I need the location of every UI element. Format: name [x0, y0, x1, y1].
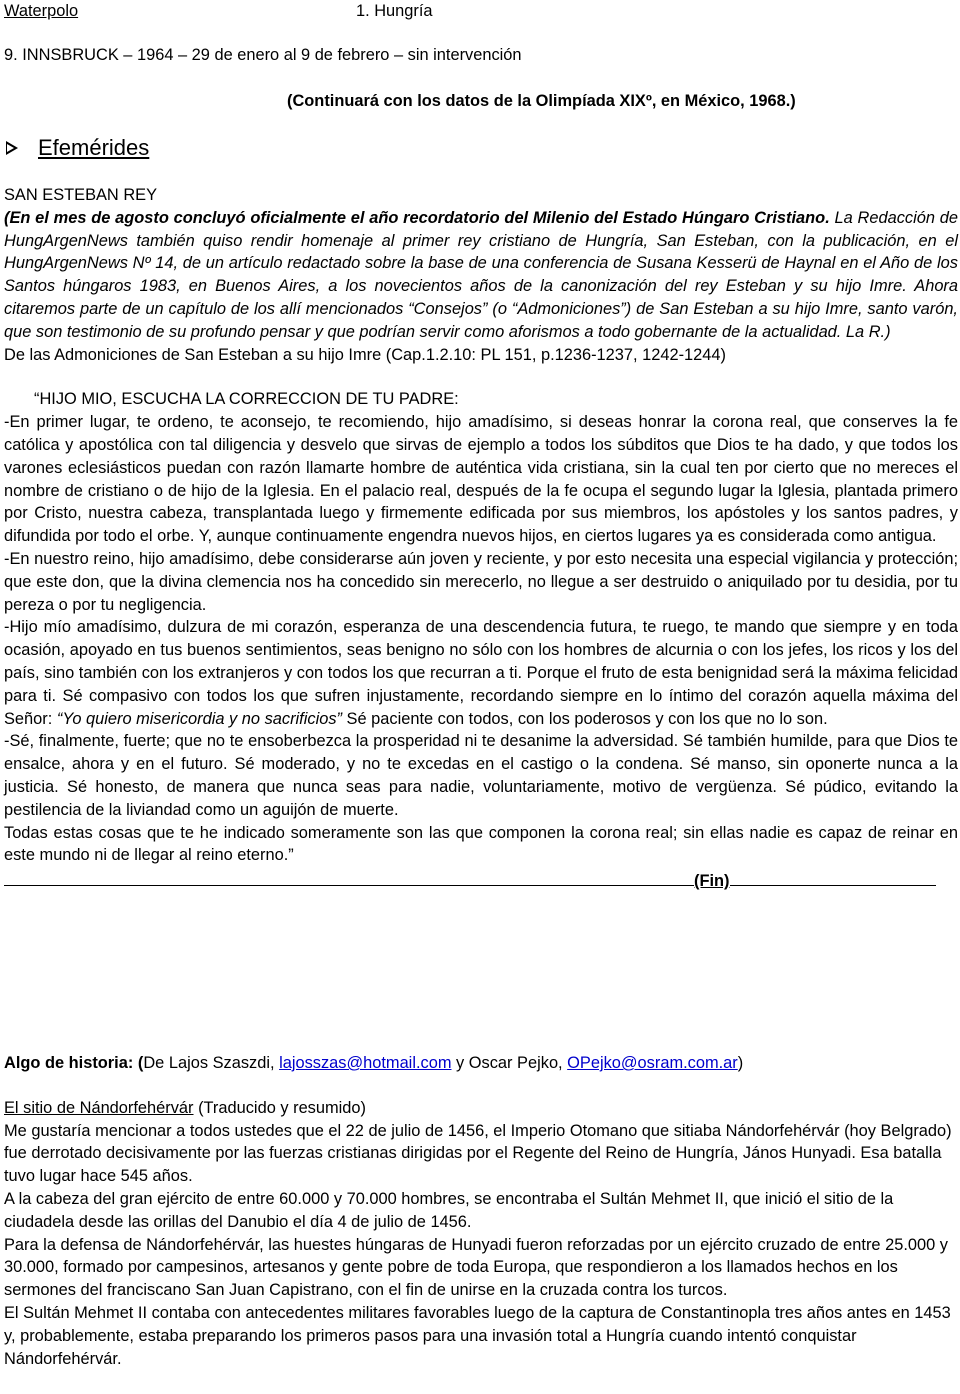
continue-note: (Continuará con los datos de la Olimpíada XIXº, en México, 1968.): [287, 92, 796, 110]
header-left: Waterpolo: [4, 2, 79, 20]
efemerides-section: [4, 184, 958, 893]
subtitle-rest: (Traducido y resumido): [193, 1098, 366, 1117]
historia-paragraph-4: El Sultán Mehmet II contaba con antecedentes militares favorables luego de la captura de Constantinopla tres años antes en 1453 y, probablemente, estaba preparando los primeros pasos para una invasión total a Hungría cuando intentó conquistar Nándorfehérvár.: [4, 1303, 951, 1368]
divider-right: [730, 867, 936, 886]
quote-paragraph-3-italic: “Yo quiero misericordia y no sacrificios”: [56, 709, 342, 728]
header-right: 1. Hungría: [356, 2, 433, 20]
historia-section: [4, 1052, 958, 1370]
email-link-pejko[interactable]: OPejko@osram.com.ar: [567, 1054, 738, 1072]
quote-paragraph-1: -En primer lugar, te ordeno, te aconsejo, te recomiendo, hijo amadísimo, si deseas honrar la corona real, que conserves la fe católica y apostólica con tal diligencia y desvelo que sirvas de ejemplo a todos los súbditos que Dios te ha dado, y que todos los varones eclesiásticos puedan con razón llamarte hombre de auténtica vida cristiana, sin la cual ten por cierto que no mereces el nombre de cristiano o de hijo de la Iglesia. En el palacio real, después de la fe ocupa el segundo lugar la Iglesia, plantada primero por Cristo, nuestra cabeza, transplantada luego y firmemente edificada por sus miembros, los apóstoles y los santos padres, y difundida por todo el orbe. Y, aunque continuamente engendra nuevos hijos, en ciertos lugares ya es considerada como antigua.: [4, 413, 958, 546]
credit-text-a: De Lajos Szaszdi,: [143, 1054, 280, 1072]
historia-credit: [4, 1052, 958, 1075]
historia-subtitle: [4, 1097, 958, 1120]
credit-text-c: ): [737, 1054, 744, 1072]
quote-heading: “HIJO MIO, ESCUCHA LA CORRECCION DE TU PADRE:: [34, 390, 459, 409]
section-title: Efemérides: [38, 135, 150, 160]
historia-paragraph-1: Me gustaría mencionar a todos ustedes que el 22 de julio de 1456, el Imperio Otomano que sitiaba Nándorfehérvár (hoy Belgrado) fue derrotado decisivamente por las fuerzas cristianas dirigidas por el Regente del Reino de Hungría, János Hunyadi. Esa batalla tuvo lugar hace 545 años.: [4, 1121, 952, 1186]
email-link-szaszdi[interactable]: lajosszas@hotmail.com: [279, 1054, 452, 1072]
arrow-right-icon: [6, 141, 18, 155]
source-line: De las Admoniciones de San Esteban a su hijo Imre (Cap.1.2.10: PL 151, p.1236-1237, 1242-1244): [4, 345, 726, 364]
historia-paragraph-2: A la cabeza del gran ejército de entre 60.000 y 70.000 hombres, se encontraba el Sultán Mehmet II, que inició el sitio de la ciudadela desde las orillas del Danubio el día 4 de julio de 1456.: [4, 1189, 894, 1231]
divider-left: [4, 867, 694, 886]
quote-paragraph-5: Todas estas cosas que te he indicado someramente son las que componen la corona real; sin ellas nadie es capaz de reinar en este mundo ni de llegar al reino eterno.”: [4, 823, 958, 865]
fin-label: (Fin): [694, 872, 730, 891]
intro-bold: (En el mes de agosto concluyó oficialmente el año recordatorio del Milenio del Estado Húngaro Cristiano.: [4, 208, 830, 227]
historia-paragraph-3: Para la defensa de Nándorfehérvár, las huestes húngaras de Hunyadi fueron reforzadas por un ejército cruzado de entre 25.000 y 30.000, formado por campesinos, artesanos y gente pobre de toda Europa, que respondieron a los llamados hechos en los sermones del franciscano San Juan Capistrano, con el fin de unirse en la cruzada contra los turcos.: [4, 1235, 948, 1300]
quote-paragraph-2: -En nuestro reino, hijo amadísimo, debe considerarse aún joven y reciente, y por esto necesita una especial vigilancia y protección; que este don, que la divina clemencia nos ha concedido sin merecerlo, no llegue a ser destruido o aniquilado por tu desidia, por tu pereza o por tu negligencia.: [4, 549, 958, 614]
credit-text-b: y Oscar Pejko,: [451, 1054, 568, 1072]
section-header: [6, 137, 18, 163]
intro-italic-1: La Redacción de HungArgenNews también quiso rendir homenaje al primer rey cristiano de Hungría, San Esteban, con la publicación, en el HungArgenNews Nº 14, de un artículo redactado sobre la base de una conferencia de Susana Kesserü de Haynal en el Año de los Santos húngaros 1983, en Buenos Aires, a los novecientos años de la canonización del rey Esteban y su hijo Imre.: [4, 208, 958, 296]
quote-paragraph-3-text: -Hijo mío amadísimo, dulzura de mi corazón, esperanza de una descendencia futura, te ruego, te mando que siempre y en toda ocasión, apoyado en tus buenos sentimientos, seas benigno no sólo con los hombres de alcurnia o con los jefes, los ricos y los del país, sino también con los extranjeros y con todos los que recurran a ti. Porque el fruto de esta benignidad será la máxima felicidad para ti. Sé compasivo con todos los que sufren injustamente, recordando siempre en lo íntimo del corazón aquella máxima del Señor:: [4, 618, 958, 728]
quote-paragraph-3: [4, 616, 958, 730]
efemerides-heading: SAN ESTEBAN REY: [4, 186, 158, 204]
subtitle-underlined: El sitio de Nándorfehérvár: [4, 1098, 194, 1117]
intro-italic-2: Ahora citaremos parte de un capítulo de los allí mencionados “Consejos” (o “Admoniciones”) de San Esteban a su hijo Imre, santo varón, que son testimonio de su profundo pensar y que podrían servir como aforismos a todo gobernante de la actualidad. La R.): [4, 277, 959, 341]
quote-paragraph-4: -Sé, finalmente, fuerte; que no te ensoberbezca la prosperidad ni te desanime la adversidad. Sé también humilde, para que Dios te ensalce, ahora y en el futuro. Sé moderado, y no te excedas en el castigo o la condena. Sé manso, sin oponerte nunca a la justicia. Sé honesto, de manera que nunca seas para nadie, voluntariamente, motivo de vergüenza. Sé púdico, evitando la pestilencia de la liviandad como un aguijón de muerte.: [4, 732, 958, 819]
quote-paragraph-3-end: Sé paciente con todos, con los poderosos y con los que no lo son.: [341, 709, 828, 728]
efemerides-intro: [4, 207, 958, 344]
games-line: 9. INNSBRUCK – 1964 – 29 de enero al 9 de febrero – sin intervención: [4, 46, 522, 64]
historia-label: Algo de historia: (: [4, 1054, 144, 1072]
fin-line: [4, 867, 958, 893]
